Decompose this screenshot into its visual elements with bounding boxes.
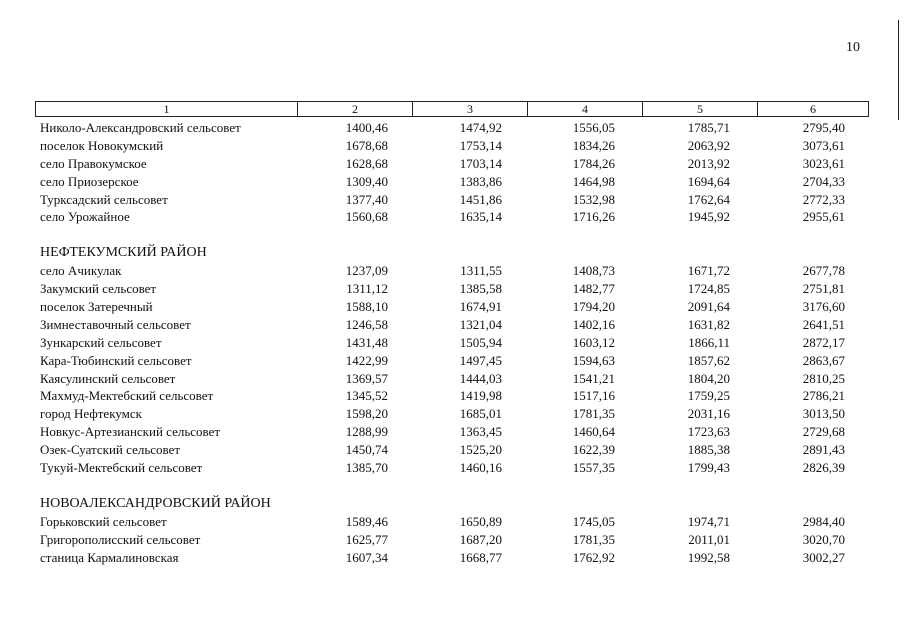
value-cell: 1541,21 [572, 370, 615, 386]
value-cell: 1625,77 [345, 531, 388, 547]
value-cell: 1762,64 [687, 191, 730, 207]
value-cell: 1385,70 [345, 460, 388, 476]
table-row [40, 191, 870, 209]
value-cell: 2031,16 [687, 406, 730, 422]
table-row [40, 459, 870, 477]
settlement-name: поселок Новокумский [40, 137, 164, 153]
value-cell: 1635,14 [459, 209, 502, 225]
value-cell: 1834,26 [572, 137, 615, 153]
value-cell: 3023,61 [802, 155, 845, 171]
value-cell: 1383,86 [459, 173, 502, 189]
table-body [40, 119, 870, 566]
value-cell: 1974,71 [687, 513, 730, 529]
table-row [40, 352, 870, 370]
value-cell: 2786,21 [802, 388, 845, 404]
value-cell: 1685,01 [459, 406, 502, 422]
value-cell: 2641,51 [802, 316, 845, 332]
value-cell: 1402,16 [572, 316, 615, 332]
value-cell: 2872,17 [802, 334, 845, 350]
value-cell: 1482,77 [572, 281, 615, 297]
value-cell: 1607,34 [345, 549, 388, 565]
page-number: 10 [846, 40, 860, 55]
value-cell: 1589,46 [345, 513, 388, 529]
group-spacer [40, 226, 870, 244]
value-cell: 1532,98 [572, 191, 615, 207]
table-header [35, 101, 869, 117]
settlement-name: станица Кармалиновская [40, 549, 179, 565]
settlement-name: Кара-Тюбинский сельсовет [40, 352, 192, 368]
table-row [40, 208, 870, 226]
table-row [40, 405, 870, 423]
value-cell: 1408,73 [572, 263, 615, 279]
settlement-name: Николо-Александровский сельсовет [40, 120, 241, 135]
table-row [40, 262, 870, 280]
value-cell: 1237,09 [345, 263, 388, 279]
column-header: 5 [643, 102, 758, 116]
settlement-name: Новкус-Артезианский сельсовет [40, 424, 221, 440]
value-cell: 2091,64 [687, 299, 730, 315]
value-cell: 1431,48 [345, 334, 388, 350]
value-cell: 2984,40 [802, 513, 845, 529]
settlement-name: Тукуй-Мектебский сельсовет [40, 460, 203, 476]
value-cell: 1288,99 [345, 424, 388, 440]
value-cell: 1444,03 [459, 370, 502, 386]
value-cell: 1762,92 [572, 549, 615, 565]
value-cell: 2063,92 [687, 137, 730, 153]
value-cell: 1345,52 [345, 388, 388, 404]
value-cell: 1517,16 [572, 388, 615, 404]
value-cell: 1369,57 [345, 370, 388, 386]
table-row [40, 370, 870, 388]
value-cell: 2677,78 [802, 263, 845, 279]
value-cell: 1650,89 [459, 513, 502, 529]
settlement-name: Озек-Суатский сельсовет [40, 442, 181, 458]
value-cell: 1505,94 [459, 334, 502, 350]
value-cell: 3073,61 [802, 137, 845, 153]
value-cell: 1724,85 [687, 281, 730, 297]
value-cell: 1311,55 [460, 263, 502, 279]
value-cell: 1784,26 [572, 155, 615, 171]
value-cell: 1866,11 [688, 334, 730, 350]
value-cell: 1785,71 [687, 120, 730, 135]
settlement-name: село Урожайное [40, 209, 130, 225]
value-cell: 1321,04 [459, 316, 502, 332]
value-cell: 2826,39 [802, 460, 845, 476]
value-cell: 2729,68 [802, 424, 845, 440]
value-cell: 1603,12 [572, 334, 615, 350]
settlement-name: село Ачикулак [40, 263, 122, 279]
value-cell: 2863,67 [802, 352, 845, 368]
column-header: 4 [528, 102, 643, 116]
value-cell: 1678,68 [345, 137, 388, 153]
value-cell: 3002,27 [802, 549, 845, 565]
value-cell: 1753,14 [459, 137, 502, 153]
value-cell: 1460,16 [459, 460, 502, 476]
value-cell: 2891,43 [802, 442, 845, 458]
value-cell: 3013,50 [802, 406, 845, 422]
column-header: 2 [298, 102, 413, 116]
value-cell: 1674,91 [459, 299, 502, 315]
value-cell: 1560,68 [345, 209, 388, 225]
settlement-name: Каясулинский сельсовет [40, 370, 176, 386]
table-row [40, 280, 870, 298]
value-cell: 1781,35 [572, 531, 615, 547]
value-cell: 1363,45 [459, 424, 502, 440]
value-cell: 1668,77 [459, 549, 502, 565]
value-cell: 1992,58 [687, 549, 730, 565]
table-row [40, 441, 870, 459]
value-cell: 1631,82 [687, 316, 730, 332]
settlement-name: Зункарский сельсовет [40, 334, 162, 350]
value-cell: 1385,58 [459, 281, 502, 297]
value-cell: 1687,20 [459, 531, 502, 547]
value-cell: 1799,43 [687, 460, 730, 476]
value-cell: 2772,33 [802, 191, 845, 207]
table-row [40, 531, 870, 549]
value-cell: 1464,98 [572, 173, 615, 189]
value-cell: 1246,58 [345, 316, 388, 332]
settlement-name: село Приозерское [40, 173, 139, 189]
value-cell: 1628,68 [345, 155, 388, 171]
table-row [40, 155, 870, 173]
table-row [40, 173, 870, 191]
value-cell: 1745,05 [572, 513, 615, 529]
settlement-name: Горьковский сельсовет [40, 513, 167, 529]
column-header: 1 [36, 102, 298, 116]
table-row [40, 513, 870, 531]
value-cell: 3176,60 [802, 299, 845, 315]
table-row [40, 549, 870, 567]
value-cell: 1694,64 [687, 173, 730, 189]
settlement-name: село Правокумское [40, 155, 147, 171]
settlement-name: Махмуд-Мектебский сельсовет [40, 388, 214, 404]
value-cell: 1422,99 [345, 352, 388, 368]
value-cell: 2795,40 [802, 120, 845, 135]
value-cell: 1377,40 [345, 191, 388, 207]
value-cell: 1419,98 [459, 388, 502, 404]
value-cell: 1400,46 [345, 120, 388, 135]
value-cell: 1622,39 [572, 442, 615, 458]
table-row [40, 334, 870, 352]
settlement-name: город Нефтекумск [40, 406, 142, 422]
value-cell: 1474,92 [459, 120, 502, 135]
value-cell: 1945,92 [687, 209, 730, 225]
value-cell: 2751,81 [802, 281, 845, 297]
group-spacer [40, 477, 870, 495]
table-row [40, 423, 870, 441]
value-cell: 1588,10 [345, 299, 388, 315]
value-cell: 1311,12 [346, 281, 388, 297]
value-cell: 1885,38 [687, 442, 730, 458]
value-cell: 2704,33 [802, 173, 845, 189]
district-heading: НЕФТЕКУМСКИЙ РАЙОН [40, 245, 207, 261]
value-cell: 1450,74 [345, 442, 388, 458]
settlement-name: поселок Затеречный [40, 299, 153, 315]
value-cell: 1556,05 [572, 120, 615, 135]
page-edge-mark [898, 20, 899, 120]
value-cell: 1309,40 [345, 173, 388, 189]
value-cell: 1671,72 [687, 263, 730, 279]
table-row [40, 298, 870, 316]
value-cell: 1598,20 [345, 406, 388, 422]
table-row [40, 119, 870, 137]
table-row [40, 387, 870, 405]
district-heading: НОВОАЛЕКСАНДРОВСКИЙ РАЙОН [40, 495, 271, 511]
settlement-name: Турксадский сельсовет [40, 191, 168, 207]
value-cell: 1723,63 [687, 424, 730, 440]
value-cell: 1857,62 [687, 352, 730, 368]
value-cell: 1594,63 [572, 352, 615, 368]
value-cell: 1557,35 [572, 460, 615, 476]
value-cell: 1451,86 [459, 191, 502, 207]
value-cell: 1703,14 [459, 155, 502, 171]
settlement-name: Григорополисский сельсовет [40, 531, 201, 547]
value-cell: 2810,25 [802, 370, 845, 386]
value-cell: 2011,01 [688, 531, 730, 547]
value-cell: 1525,20 [459, 442, 502, 458]
value-cell: 3020,70 [802, 531, 845, 547]
value-cell: 1759,25 [687, 388, 730, 404]
value-cell: 1804,20 [687, 370, 730, 386]
column-header: 3 [413, 102, 528, 116]
value-cell: 1781,35 [572, 406, 615, 422]
value-cell: 2955,61 [802, 209, 845, 225]
value-cell: 1497,45 [459, 352, 502, 368]
settlement-name: Закумский сельсовет [40, 281, 157, 297]
column-header: 6 [810, 102, 816, 116]
value-cell: 2013,92 [687, 155, 730, 171]
value-cell: 1460,64 [572, 424, 615, 440]
value-cell: 1716,26 [572, 209, 615, 225]
table-row [40, 316, 870, 334]
value-cell: 1794,20 [572, 299, 615, 315]
settlement-name: Зимнеставочный сельсовет [40, 316, 191, 332]
table-row [40, 137, 870, 155]
